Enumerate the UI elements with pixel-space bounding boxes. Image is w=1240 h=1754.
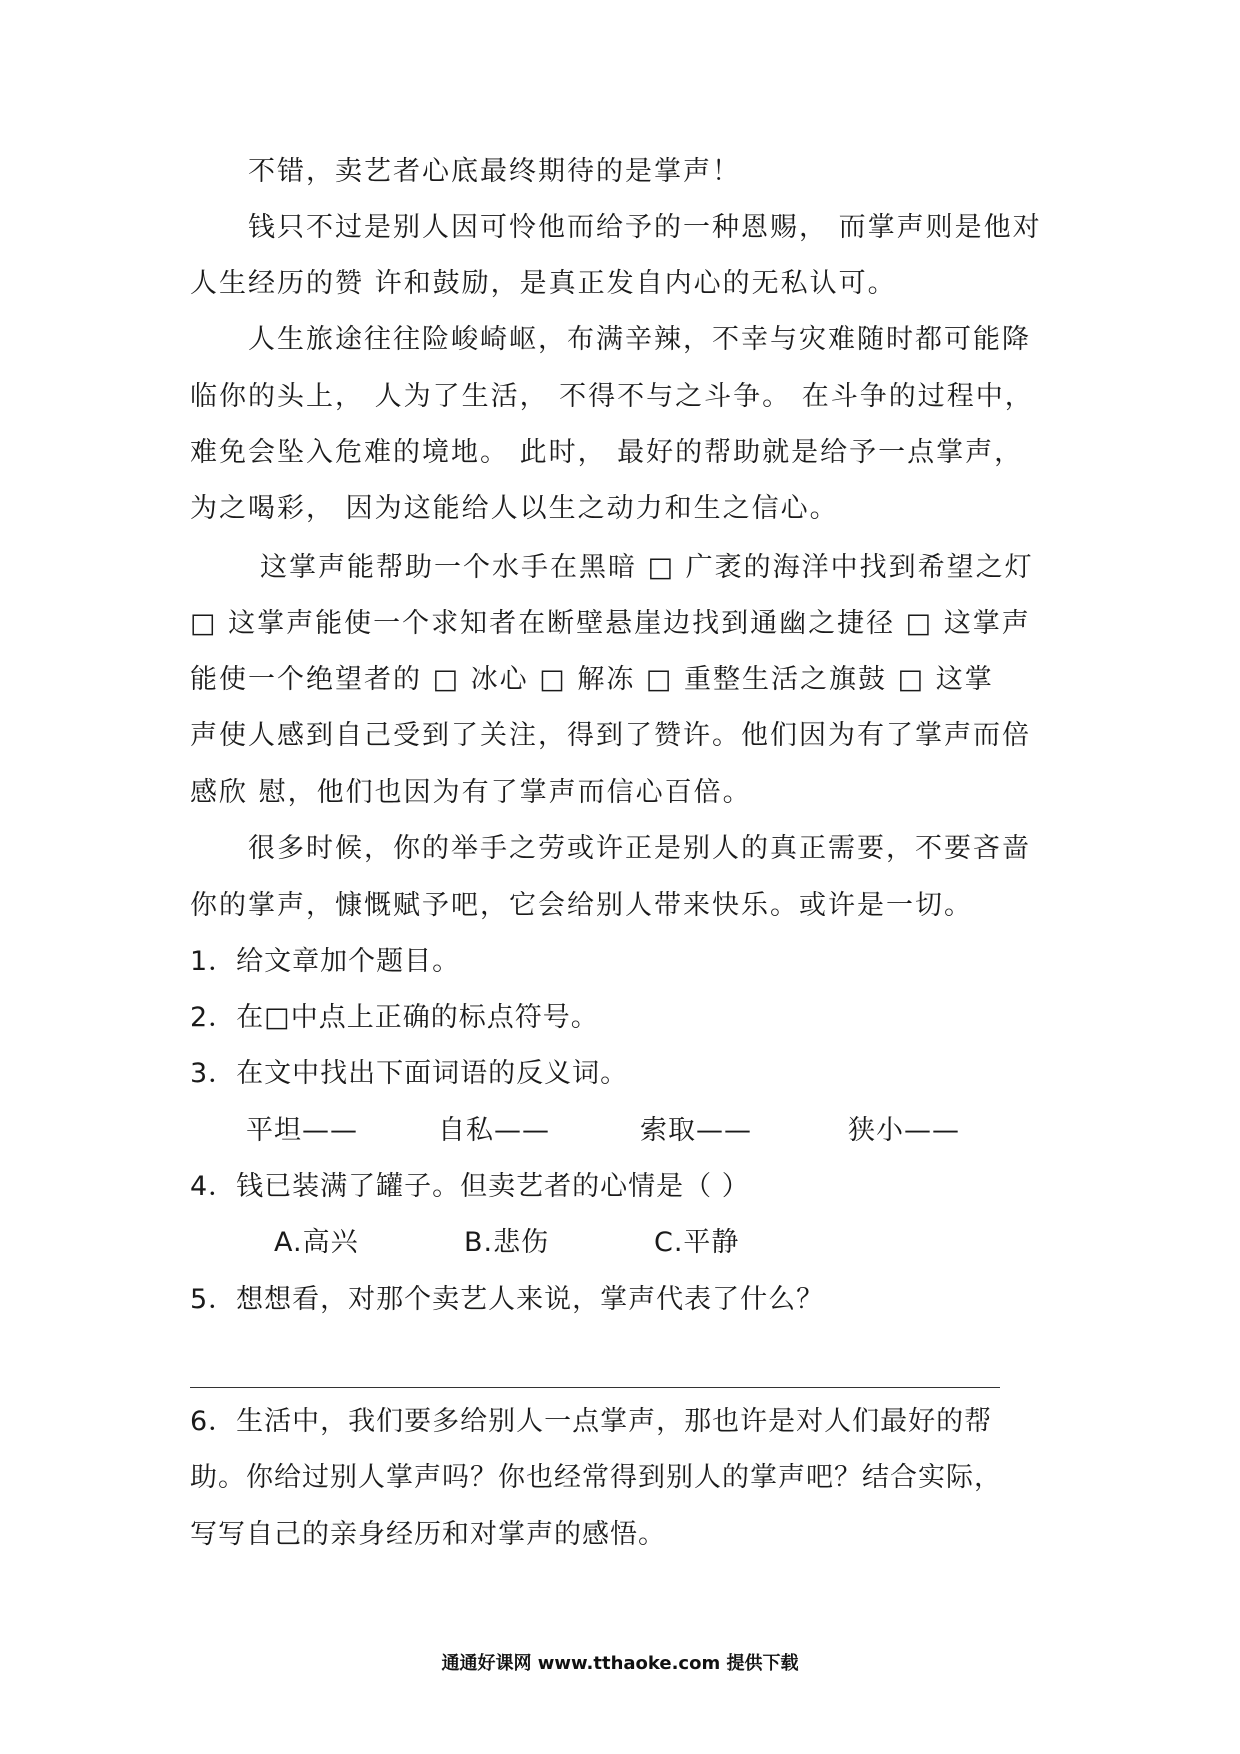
passage-line: 钱只不过是别人因可怜他而给予的一种恩赐， 而掌声则是他对	[248, 212, 1042, 243]
passage-line: 你的掌声，慷慨赋予吧，它会给别人带来快乐。或许是一切。	[190, 890, 973, 921]
passage-line: 很多时候，你的举手之劳或许正是别人的真正需要，不要吝啬	[248, 833, 1031, 864]
option-c: C.平静	[654, 1227, 740, 1258]
passage-line: □ 这掌声能使一个求知者在断壁悬崖边找到通幽之捷径 □ 这掌声	[190, 608, 1031, 639]
question-2: 2．在□中点上正确的标点符号。	[190, 1002, 599, 1033]
passage-line: 感欣 慰，他们也因为有了掌声而信心百倍。	[190, 777, 752, 808]
passage-line: 人生旅途往往险峻崎岖，布满辛辣，不幸与灾难随时都可能降	[248, 324, 1031, 355]
question-5: 5．想想看，对那个卖艺人来说，掌声代表了什么？	[190, 1284, 825, 1315]
option-a: A.高兴	[274, 1227, 359, 1258]
footer-credit: 通通好课网 www.tthaoke.com 提供下载	[441, 1653, 799, 1674]
antonym-item: 平坦——	[246, 1115, 358, 1146]
passage-line: 声使人感到自己受到了关注，得到了赞许。他们因为有了掌声而倍	[190, 720, 1031, 751]
question-4: 4．钱已装满了罐子。但卖艺者的心情是（ ）	[190, 1171, 750, 1202]
antonym-item: 索取——	[640, 1115, 752, 1146]
option-b: B.悲伤	[464, 1227, 550, 1258]
question-6-line: 6．生活中，我们要多给别人一点掌声，那也许是对人们最好的帮	[190, 1406, 993, 1437]
passage-line: 为之喝彩， 因为这能给人以生之动力和生之信心。	[190, 493, 839, 524]
passage-line: 能使一个绝望者的 □ 冰心 □ 解冻 □ 重整生活之旗鼓 □ 这掌	[190, 664, 994, 695]
passage-line: 临你的头上， 人为了生活， 不得不与之斗争。 在斗争的过程中，	[190, 381, 1034, 412]
question-3: 3．在文中找出下面词语的反义词。	[190, 1058, 629, 1089]
question-6-line: 写写自己的亲身经历和对掌声的感悟。	[190, 1519, 666, 1550]
passage-line: 这掌声能帮助一个水手在黑暗 □ 广袤的海洋中找到希望之灯	[260, 552, 1034, 583]
question-1: 1．给文章加个题目。	[190, 946, 461, 977]
answer-line	[190, 1387, 1000, 1388]
question-6-line: 助。你给过别人掌声吗？你也经常得到别人的掌声吧？结合实际，	[190, 1462, 1002, 1493]
passage-line: 难免会坠入危难的境地。 此时， 最好的帮助就是给予一点掌声，	[190, 437, 1024, 468]
passage-line: 人生经历的赞 许和鼓励，是真正发自内心的无私认可。	[190, 268, 897, 299]
antonym-item: 自私——	[438, 1115, 550, 1146]
antonym-item: 狭小——	[848, 1115, 960, 1146]
passage-line: 不错，卖艺者心底最终期待的是掌声！	[248, 156, 741, 187]
